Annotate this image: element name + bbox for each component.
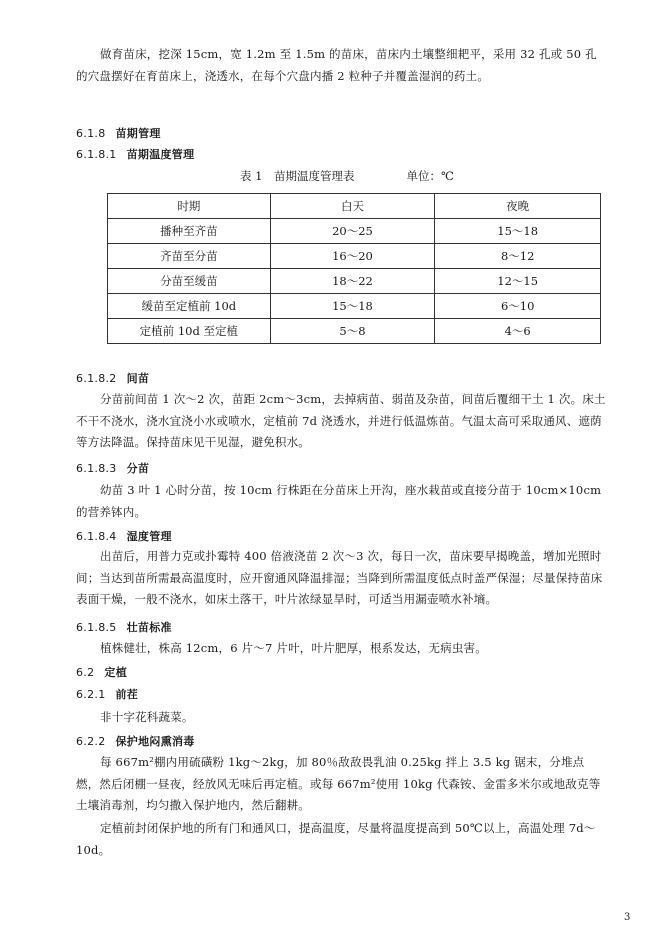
previous-crop-paragraph: 非十字花科蔬菜。 bbox=[100, 710, 194, 724]
section-title: 苗期管理 bbox=[115, 127, 161, 140]
section-title: 间苗 bbox=[126, 372, 150, 385]
section-title: 苗期温度管理 bbox=[126, 148, 195, 161]
section-number: 6.1.8.2 bbox=[76, 372, 117, 385]
section-number: 6.2.1 bbox=[76, 688, 106, 701]
table-row bbox=[108, 319, 601, 344]
thinning-paragraph: 分苗前间苗 1 次～2 次，苗距 2cm～3cm，去掉病苗、弱苗及杂苗，间苗后覆细干土 1 次。床土不干不浇水，浇水宜浇小水或喷水，定植前 7d 浇透水，并进行低温炼苗。气温太高可采取通风、遮荫等方法降温。保持苗床见干见湿，避免积水。 bbox=[76, 392, 606, 449]
table-cell: 缓苗至定植前 10d bbox=[108, 294, 271, 319]
intro-paragraph: 做育苗床，挖深 15cm，宽 1.2m 至 1.5m 的苗床，苗床内土壤整细耙平，采用 32 孔或 50 孔的穴盘摆好在育苗床上，浇透水，在每个穴盘内播 2 粒种子并覆盖湿润的药土。 bbox=[76, 47, 597, 83]
section-title: 壮苗标准 bbox=[126, 621, 172, 634]
table-cell: 20～25 bbox=[270, 219, 435, 244]
table-cell: 分苗至缓苗 bbox=[108, 269, 271, 294]
table-row bbox=[108, 219, 601, 244]
section-title: 分苗 bbox=[126, 462, 150, 475]
section-number: 6.1.8.3 bbox=[76, 462, 117, 475]
section-number: 6.2.2 bbox=[76, 735, 106, 748]
table-cell: 18～22 bbox=[270, 269, 435, 294]
table-unit: 单位：℃ bbox=[406, 169, 454, 183]
humidity-paragraph: 出苗后，用普力克或扑霉特 400 倍液浇苗 2 次～3 次，每日一次，苗床要早揭晚盖，增加光照时间；当达到苗所需最高温度时，应开窗通风降温排湿；当降到所需温度低点时盖严保湿；尽量保持苗床表面干燥，一般不浇水，如床土落干，叶片浓绿显旱时，可适当用漏壶喷水补墒。 bbox=[76, 549, 603, 606]
table-cell: 播种至齐苗 bbox=[108, 219, 271, 244]
table-cell: 15～18 bbox=[435, 219, 601, 244]
heading-6-1-8-1 bbox=[76, 147, 194, 163]
section-title: 湿度管理 bbox=[126, 530, 172, 543]
table-row bbox=[108, 244, 601, 269]
table-caption-text: 表 1 苗期温度管理表 bbox=[240, 169, 355, 183]
section-number: 6.1.8.5 bbox=[76, 621, 117, 634]
table-row bbox=[108, 294, 601, 319]
table-cell: 8～12 bbox=[435, 244, 601, 269]
section-number: 6.1.8 bbox=[76, 127, 106, 140]
section-title: 前茬 bbox=[115, 688, 139, 701]
page-number: 3 bbox=[624, 912, 631, 923]
fumigation-paragraph: 每 667m²棚内用硫磺粉 1kg～2kg，加 80％敌敌畏乳油 0.25kg 拌上 3.5 kg 锯末，分堆点燃，然后闭棚一昼夜，经放风无味后再定植。或每 667m²使用 10kg 代森铵、金雷多米尔或地敌克等土壤消毒剂，均匀撒入保护地内，然后翻耕。 bbox=[76, 755, 601, 812]
heading-6-1-8-2 bbox=[76, 371, 149, 387]
header-cell: 夜晚 bbox=[435, 194, 601, 219]
table-cell: 6～10 bbox=[435, 294, 601, 319]
section-number: 6.1.8.1 bbox=[76, 148, 117, 161]
table-row bbox=[108, 269, 601, 294]
heading-6-1-8-4 bbox=[76, 529, 172, 545]
heading-6-1-8-5 bbox=[76, 620, 172, 636]
transplant-paragraph: 幼苗 3 叶 1 心时分苗，按 10cm 行株距在分苗床上开沟，座水栽苗或直接分苗于 10cm×10cm 的营养钵内。 bbox=[76, 483, 602, 519]
heading-6-1-8-3 bbox=[76, 461, 149, 477]
heading-6-2-2 bbox=[76, 734, 195, 750]
header-cell: 白天 bbox=[270, 194, 435, 219]
heading-6-1-8 bbox=[76, 126, 161, 142]
section-number: 6.1.8.4 bbox=[76, 530, 117, 543]
table-cell: 定植前 10d 至定植 bbox=[108, 319, 271, 344]
section-title: 定植 bbox=[104, 666, 128, 679]
table-cell: 齐苗至分苗 bbox=[108, 244, 271, 269]
strong-seedling-paragraph: 植株健壮，株高 12cm，6 片～7 片叶，叶片肥厚，根系发达，无病虫害。 bbox=[100, 641, 487, 655]
heading-6-2-1 bbox=[76, 687, 138, 703]
header-cell: 时期 bbox=[108, 194, 271, 219]
seedling-temperature-table bbox=[107, 193, 601, 344]
high-temperature-paragraph: 定植前封闭保护地的所有门和通风口，提高温度，尽量将温度提高到 50℃以上，高温处理 7d～10d。 bbox=[76, 821, 596, 857]
table-cell: 15～18 bbox=[270, 294, 435, 319]
heading-6-2 bbox=[76, 665, 127, 681]
table-cell: 12～15 bbox=[435, 269, 601, 294]
table-header-row bbox=[108, 194, 601, 219]
table-caption bbox=[240, 168, 454, 184]
section-title: 保护地闷熏消毒 bbox=[115, 735, 195, 748]
table-cell: 16～20 bbox=[270, 244, 435, 269]
table-cell: 4～6 bbox=[435, 319, 601, 344]
table-cell: 5～8 bbox=[270, 319, 435, 344]
section-number: 6.2 bbox=[76, 666, 95, 679]
